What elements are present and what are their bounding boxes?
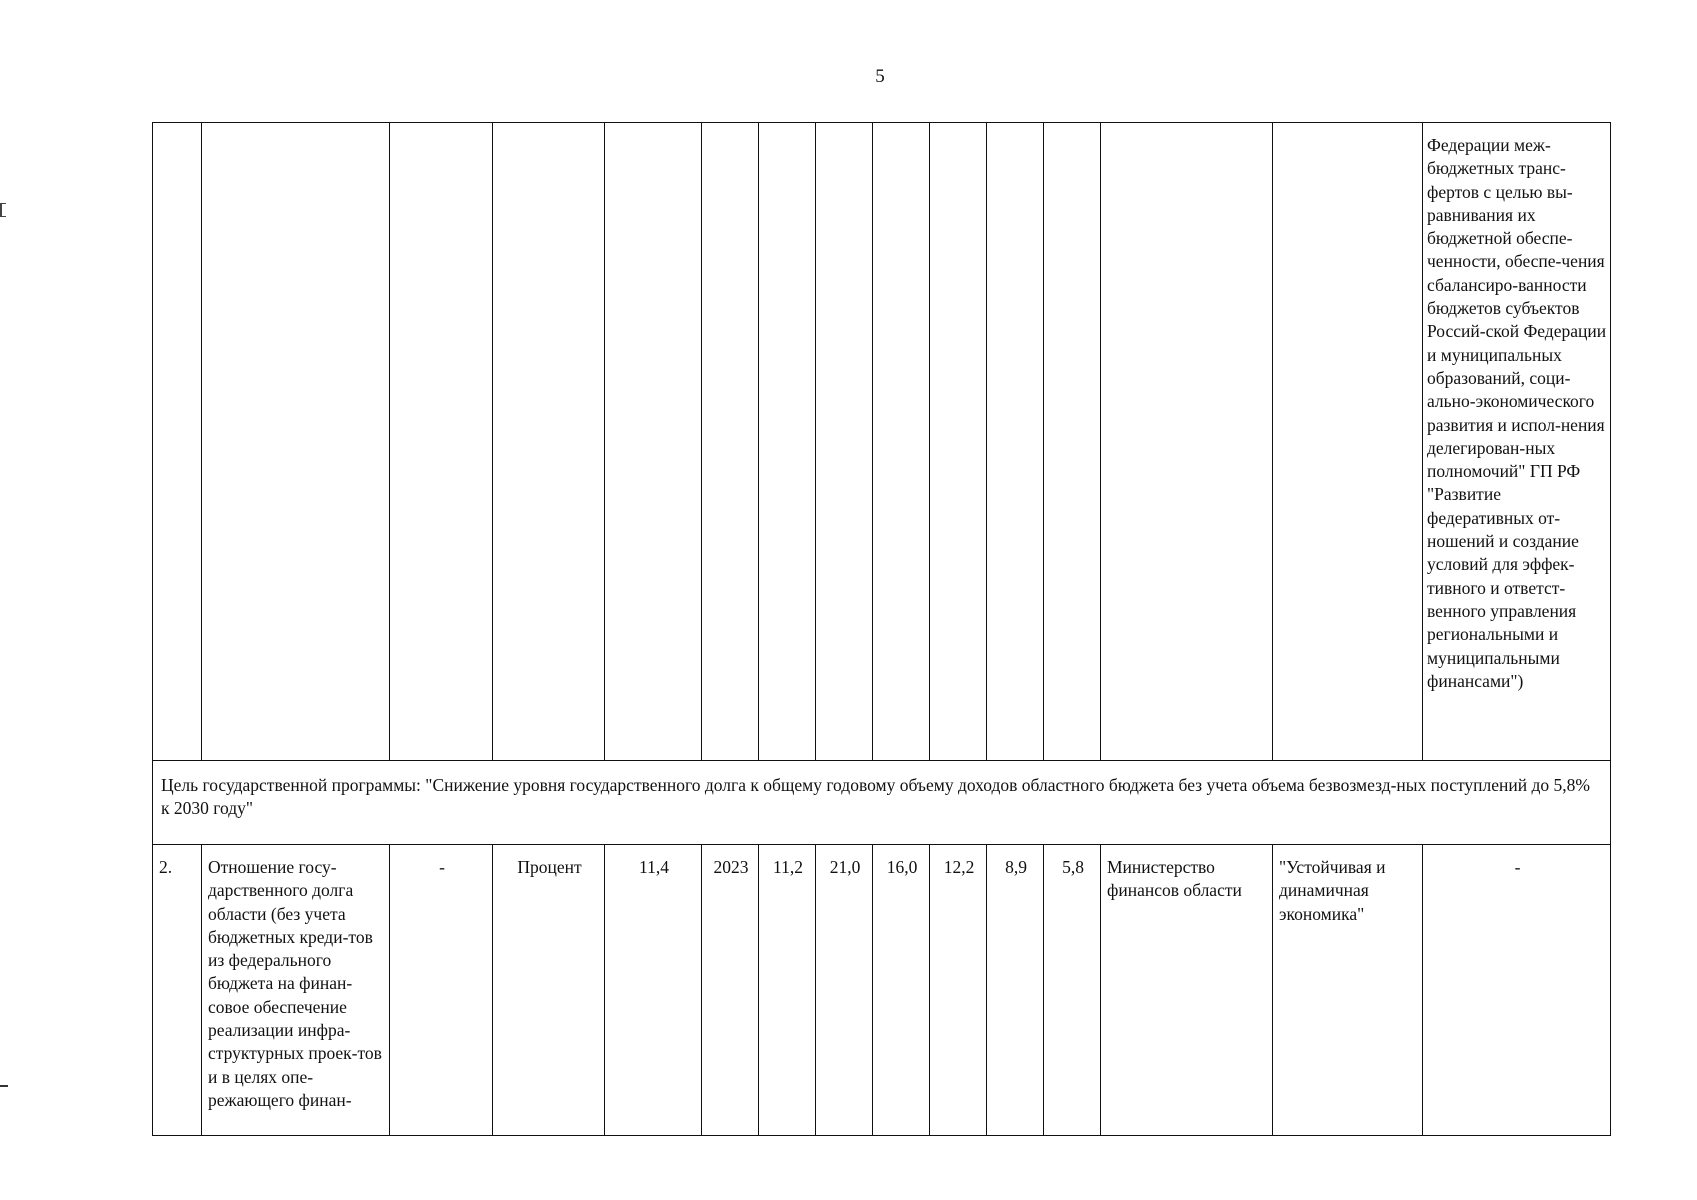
cell-year-4: [930, 123, 987, 761]
cell-responsible: [1101, 123, 1273, 761]
cell-level: [390, 123, 493, 761]
cell-national-goal: [1273, 123, 1423, 761]
value-year-3: 16,0: [873, 845, 930, 1136]
margin-mark-top: [0, 203, 6, 217]
margin-mark-bottom: [0, 1085, 8, 1087]
unit-of-measure: Процент: [493, 845, 605, 1136]
page-number: 5: [875, 66, 885, 87]
cell-base-year: [702, 123, 759, 761]
cell-year-2: [816, 123, 873, 761]
row-number: 2.: [153, 845, 202, 1136]
value-year-6: 5,8: [1044, 845, 1101, 1136]
responsible-body: Министерство финансов области: [1101, 845, 1273, 1136]
cell-year-6: [1044, 123, 1101, 761]
cell-year-3: [873, 123, 930, 761]
value-year-5: 8,9: [987, 845, 1044, 1136]
cell-link-text: Федерации меж-бюджетных транс-фертов с целью вы-равнивания их бюджетной обеспе-ченности, обеспе-чения сбалансиро-ванности бюджетов субъектов Россий-ской Федерации и муниципальных образований, соци-ально-экономического развития и испол-нения делегирован-ных полномочий" ГП РФ "Развитие федеративных от-ношений и создание условий для эффек-тивного и ответст-венного управления региональными и муниципальными финансами"): [1423, 123, 1611, 761]
indicator-row: [153, 845, 1611, 1136]
cell-year-1: [759, 123, 816, 761]
value-year-2: 21,0: [816, 845, 873, 1136]
national-goal: "Устойчивая и динамичная экономика": [1273, 845, 1423, 1136]
indicator-level: -: [390, 845, 493, 1136]
base-year: 2023: [702, 845, 759, 1136]
goal-row: [153, 761, 1611, 845]
value-year-1: 11,2: [759, 845, 816, 1136]
indicators-table: [152, 122, 1611, 1136]
value-year-4: 12,2: [930, 845, 987, 1136]
cell-base-value: [605, 123, 702, 761]
continuation-row: [153, 123, 1611, 761]
goal-text: Цель государственной программы: "Снижение уровня государственного долга к общему годовому объему доходов областного бюджета без учета объема безвозмезд-ных поступлений до 5,8% к 2030 году": [153, 761, 1611, 845]
cell-indicator: [202, 123, 390, 761]
cell-unit: [493, 123, 605, 761]
cell-number: [153, 123, 202, 761]
cell-year-5: [987, 123, 1044, 761]
indicator-name: Отношение госу-дарственного долга области (без учета бюджетных креди-тов из федерального бюджета на финан-совое обеспечение реализации инфра-структурных проек-тов и в целях опе-режающего финан-: [202, 845, 390, 1136]
base-value: 11,4: [605, 845, 702, 1136]
program-link: -: [1423, 845, 1611, 1136]
